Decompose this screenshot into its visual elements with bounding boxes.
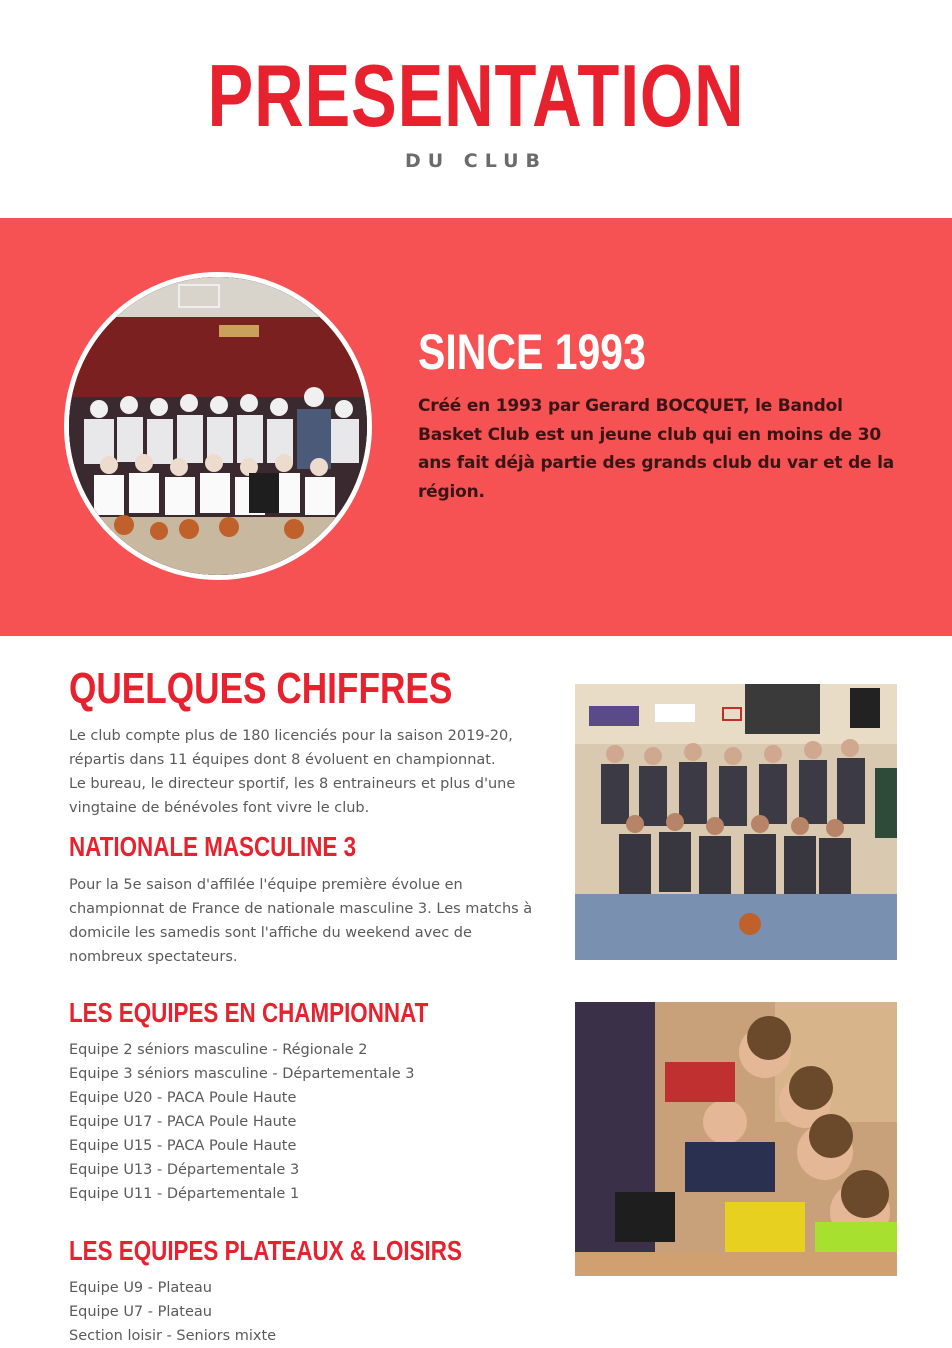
loisirs-list	[69, 1276, 276, 1348]
championnat-heading: LES EQUIPES EN CHAMPIONNAT	[69, 997, 429, 1028]
list-item: Equipe U13 - Départementale 3	[69, 1162, 300, 1178]
chiffres-line: Le bureau, le directeur sportif, les 8 entraineurs et plus d'une	[69, 776, 516, 792]
chiffres-line: répartis dans 11 équipes dont 8 évoluent en championnat.	[69, 752, 496, 768]
since-description: Créé en 1993 par Gerard BOCQUET, le Bandol Basket Club est un jeune club qui en moins de 30 ans fait déjà partie des grands club du var et de la région.	[418, 396, 894, 503]
youth-players-photo	[575, 1002, 897, 1276]
chiffres-heading: QUELQUES CHIFFRES	[69, 664, 453, 713]
nationale-heading: NATIONALE MASCULINE 3	[69, 831, 357, 862]
nationale-line: championnat de France de nationale masculine 3. Les matchs à	[69, 901, 533, 917]
chiffres-paragraph	[69, 724, 559, 820]
list-item: Equipe U11 - Départementale 1	[69, 1186, 300, 1202]
historic-team-photo	[64, 272, 372, 580]
list-item: Equipe 2 séniors masculine - Régionale 2	[69, 1042, 368, 1058]
nationale-line: domicile les samedis sont l'affiche du weekend avec de	[69, 925, 472, 941]
nationale-paragraph	[69, 873, 559, 969]
list-item: Equipe U9 - Plateau	[69, 1280, 212, 1296]
list-item: Equipe U7 - Plateau	[69, 1304, 212, 1320]
page-title: PRESENTATION	[207, 46, 745, 145]
page-subtitle: DU CLUB	[404, 150, 548, 172]
list-item: Equipe 3 séniors masculine - Départementale 3	[69, 1066, 415, 1082]
senior-team-photo	[575, 684, 897, 960]
loisirs-heading: LES EQUIPES PLATEAUX & LOISIRS	[69, 1235, 462, 1266]
championnat-list	[69, 1038, 415, 1206]
list-item: Section loisir - Seniors mixte	[69, 1328, 277, 1344]
list-item: Equipe U15 - PACA Poule Haute	[69, 1138, 297, 1154]
since-heading: SINCE 1993	[418, 324, 646, 380]
list-item: Equipe U20 - PACA Poule Haute	[69, 1090, 297, 1106]
list-item: Equipe U17 - PACA Poule Haute	[69, 1114, 297, 1130]
chiffres-line: Le club compte plus de 180 licenciés pour la saison 2019-20,	[69, 728, 513, 744]
chiffres-line: vingtaine de bénévoles font vivre le club.	[69, 800, 370, 816]
nationale-line: nombreux spectateurs.	[69, 949, 238, 965]
nationale-line: Pour la 5e saison d'affilée l'équipe première évolue en	[69, 877, 463, 893]
